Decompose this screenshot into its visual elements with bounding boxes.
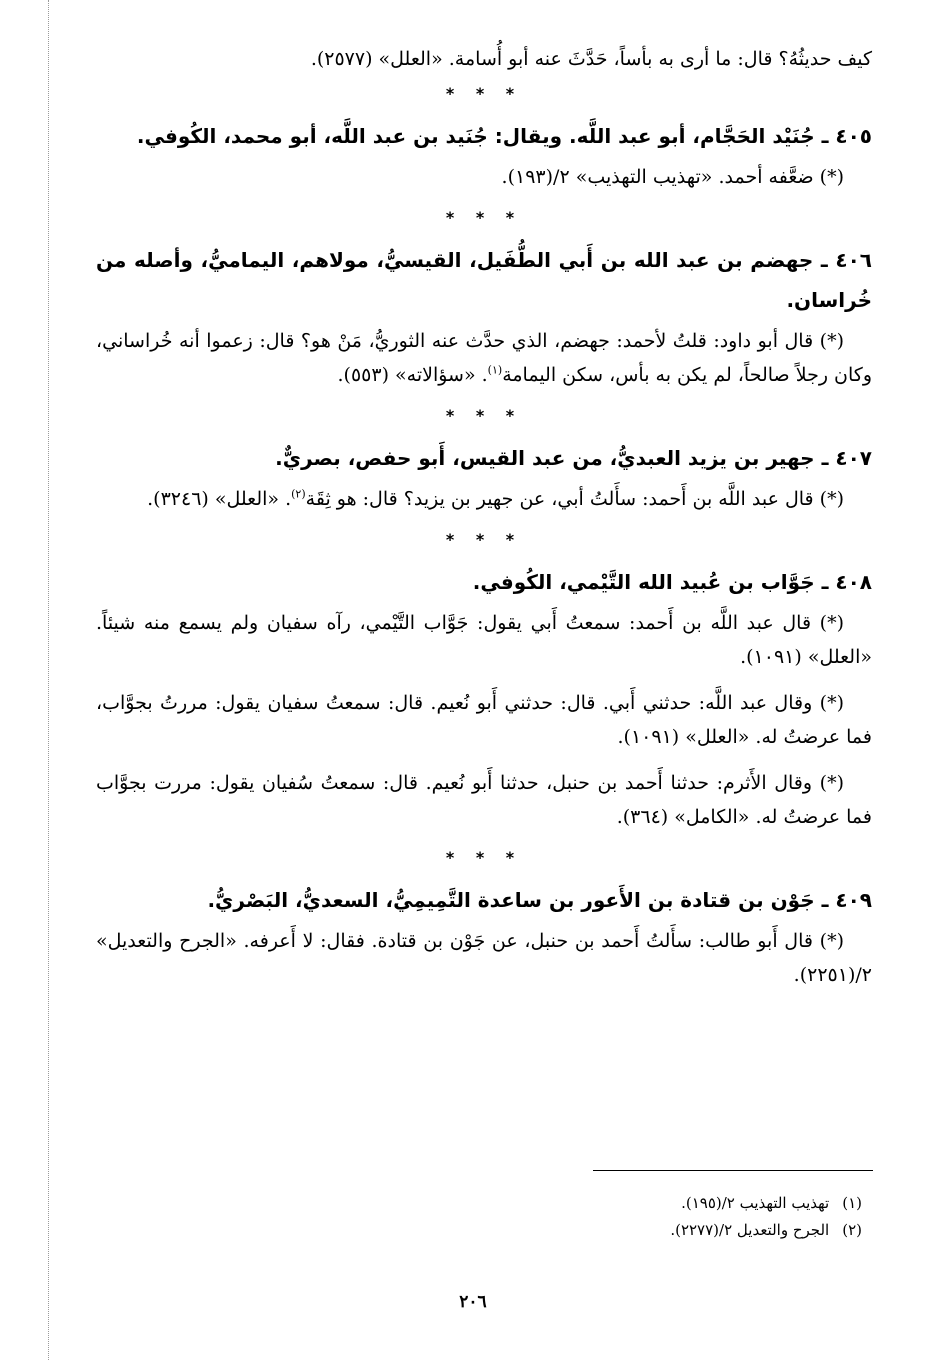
paragraph-text: (*) ضعَّفه أحمد. «تهذيب التهذيب» ٢/(١٩٣). (501, 166, 844, 188)
footnote-text: تهذيب التهذيب ٢/(١٩٥). (681, 1194, 830, 1212)
margin-dotted-line (48, 0, 49, 1360)
section-separator: * * * (445, 406, 523, 425)
entry-paragraph (96, 606, 872, 674)
footnote-divider (593, 1170, 873, 1171)
entry-paragraph (96, 924, 872, 992)
entry-paragraph (96, 766, 872, 834)
paragraph-text: (*) قال عبد اللَّه بن أَحمد: سأَلتُ أبي، عن جهير بن يزيد؟ قال: هو ثِقَة (305, 488, 844, 510)
section-separator: * * * (445, 84, 523, 103)
footnote-item (300, 1190, 862, 1217)
entry-heading: ٤٠٨ ـ جَوَّاب بن عُبيد الله التَّيْمي، الكُوفي. (472, 570, 872, 594)
section-separator: * * * (445, 530, 523, 549)
paragraph-text: (*) قال أبو داود: قلتُ لأحمد: جهضم، الذي حدَّث عنه الثوريُّ، مَنْ هو؟ قال: زعموا أنه خُراساني، وكان رجلاً صالحاً، لم يكن به بأس، سكن اليمامة (96, 330, 872, 386)
entry-heading: ٤٠٥ ـ جُنَيْد الحَجَّام، أبو عبد اللَّه. ويقال: جُنَيد بن عبد اللَّه، أبو محمد، الكُوفي. (136, 124, 872, 148)
entry-heading: ٤٠٩ ـ جَوْن بن قتادة بن الأَعور بن ساعدة التَّمِيمِيُّ، السعديُّ، البَصْريُّ. (207, 888, 872, 912)
paragraph-text: (*) قال عبد اللَّه بن أَحمد: سمعتُ أَبي يقول: جَوَّاب التَّيْمي، رآه سفيان ولم يسمع منه شيئاً. «العلل» (١٠٩١). (96, 612, 872, 668)
paragraph-text: (*) وقال الأَثرم: حدثنا أَحمد بن حنبل، حدثنا أَبو نُعيم. قال: سمعتُ سُفيان يقول: مررت بجوَّاب فما عرضتُ له. «الكامل» (٣٦٤). (96, 772, 872, 828)
page-number: ٢٠٦ (459, 1292, 487, 1312)
entry-paragraph (96, 160, 872, 194)
footnote-number: (٢) (842, 1221, 862, 1239)
entry-heading: ٤٠٧ ـ جهير بن يزيد العبديُّ، من عبد القيس، أَبو حفص، بصريٌّ. (275, 446, 872, 470)
footnote-item (300, 1217, 862, 1244)
entry-paragraph (96, 482, 872, 516)
footnote-ref[interactable]: (١) (487, 363, 503, 377)
footnotes (300, 1190, 862, 1244)
footnote-text: الجرح والتعديل ٢/(٢٢٧٧). (670, 1221, 830, 1239)
main-text (96, 44, 872, 1004)
entry-paragraph (96, 324, 872, 392)
paragraph-text: (*) وقال عبد اللَّه: حدثني أَبي. قال: حدثني أَبو نُعيم. قال: سمعتُ سفيان يقول: مررتُ بجوَّاب، فما عرضتُ له. «العلل» (١٠٩١). (96, 692, 872, 748)
continued-text: كيف حديثُهُ؟ قال: ما أرى به بأساً، حَدَّثَ عنه أبو أُسامة. «العلل» (٢٥٧٧). (310, 48, 872, 70)
section-separator: * * * (445, 208, 523, 227)
section-separator: * * * (445, 848, 523, 867)
entry-paragraph (96, 686, 872, 754)
paragraph-text-after: . «سؤالاته» (٥٥٣). (337, 364, 488, 386)
footnote-number: (١) (842, 1194, 862, 1212)
footnote-ref[interactable]: (٢) (291, 487, 306, 501)
paragraph-text-after: . «العلل» (٣٢٤٦). (147, 488, 292, 510)
paragraph-text: (*) قال أَبو طالب: سأَلتُ أَحمد بن حنبل، عن جَوْن بن قتادة. فقال: لا أَعرفه. «الجرح والتعديل» ٢/(٢٢٥١). (96, 930, 872, 986)
entry-heading: ٤٠٦ ـ جهضم بن عبد الله بن أَبي الطُّفَيل، القيسيُّ، مولاهم، اليماميُّ، وأصله من خُراسان. (96, 248, 872, 312)
